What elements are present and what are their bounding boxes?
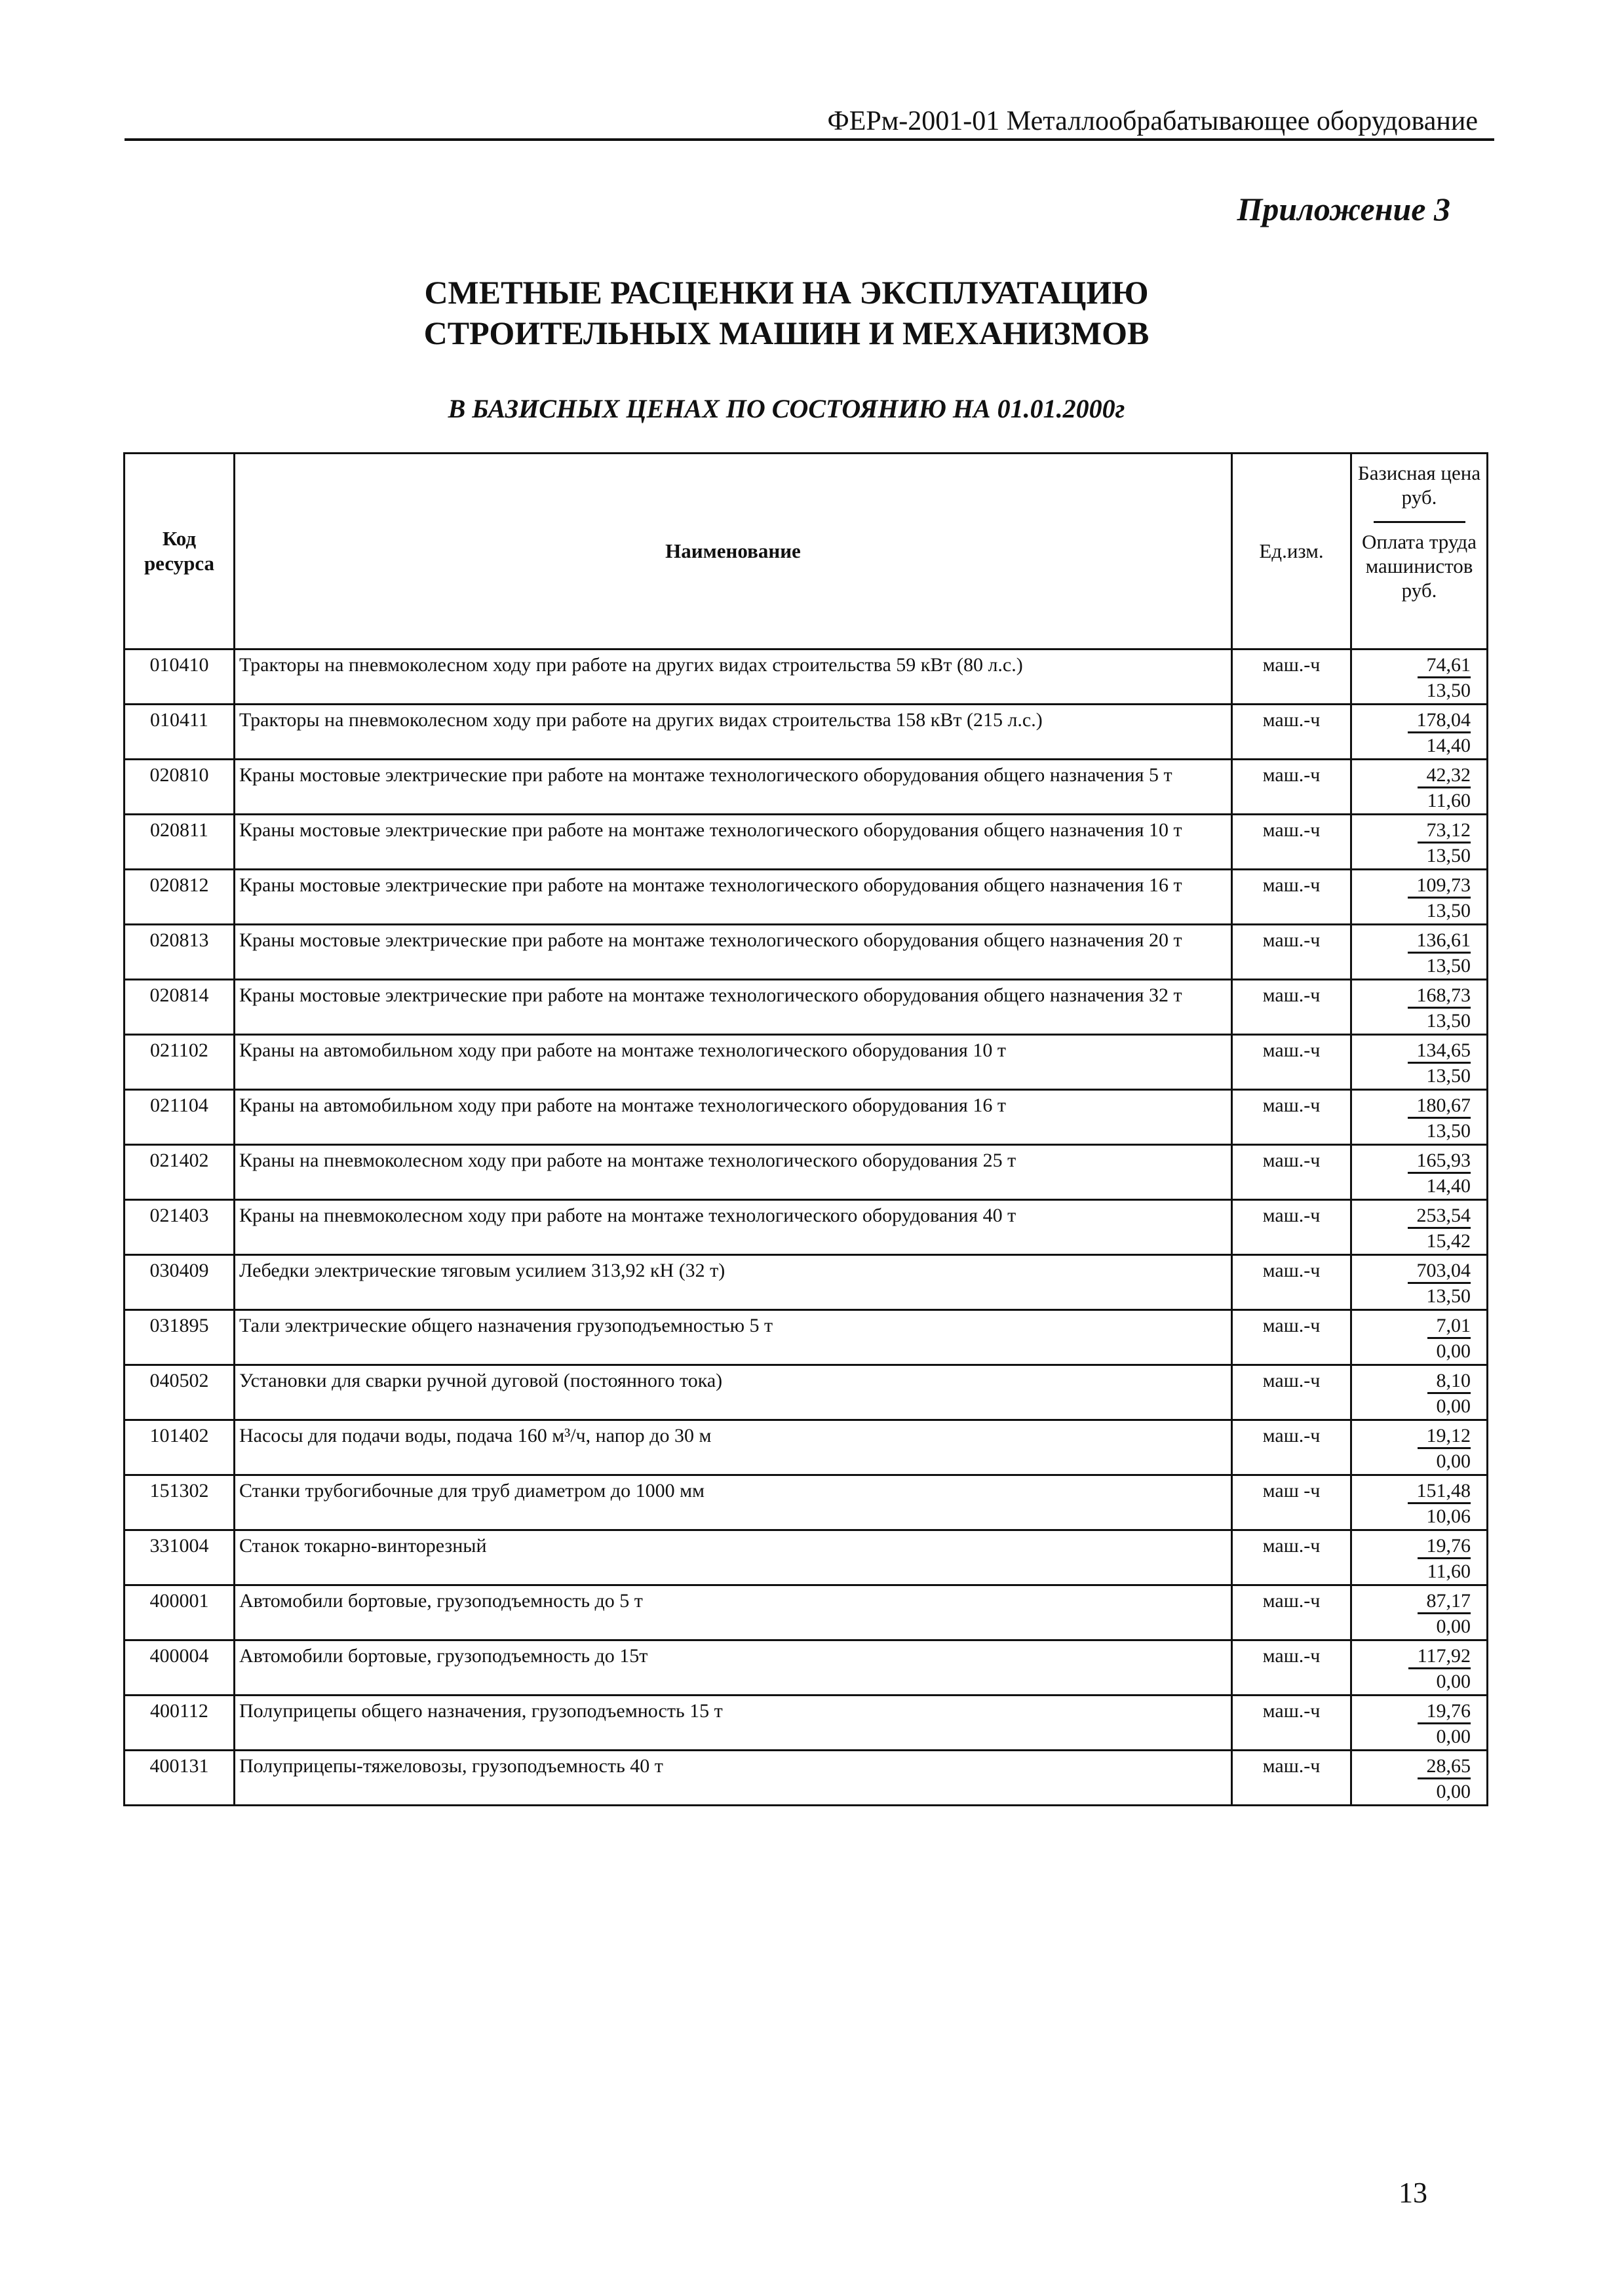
table-row bbox=[125, 705, 1488, 760]
appendix-label: Приложение 3 bbox=[1237, 191, 1450, 227]
cell-code: 400004 bbox=[125, 1640, 235, 1696]
cell-unit: маш.-ч bbox=[1232, 1200, 1351, 1255]
cell-unit: маш.-ч bbox=[1232, 1365, 1351, 1420]
cell-code: 010410 bbox=[125, 650, 235, 705]
cell-unit: маш.-ч bbox=[1232, 980, 1351, 1035]
cell-unit: маш.-ч bbox=[1232, 1310, 1351, 1365]
base-price-value: 19,12 bbox=[1418, 1425, 1471, 1449]
labor-cost-value: 13,50 bbox=[1426, 955, 1471, 977]
table-row bbox=[125, 1200, 1488, 1255]
cell-price bbox=[1351, 1420, 1488, 1475]
cell-name: Установки для сварки ручной дуговой (постоянного тока) bbox=[235, 1365, 1232, 1420]
cell-name: Краны мостовые электрические при работе на монтаже технологического оборудования общего назначения 32 т bbox=[235, 980, 1232, 1035]
cell-unit: маш.-ч bbox=[1232, 1090, 1351, 1145]
labor-cost-value: 0,00 bbox=[1436, 1616, 1471, 1637]
cell-name: Краны на автомобильном ходу при работе на монтаже технологического оборудования 10 т bbox=[235, 1035, 1232, 1090]
cell-price bbox=[1351, 1310, 1488, 1365]
cell-price bbox=[1351, 1090, 1488, 1145]
table-header-row bbox=[125, 454, 1488, 650]
cell-unit: маш.-ч bbox=[1232, 1035, 1351, 1090]
cell-price bbox=[1351, 705, 1488, 760]
header-base-price: Базисная цена руб. bbox=[1357, 461, 1481, 509]
cell-name: Краны на пневмоколесном ходу при работе на монтаже технологического оборудования 25 т bbox=[235, 1145, 1232, 1200]
table-row bbox=[125, 1365, 1488, 1420]
table-row bbox=[125, 925, 1488, 980]
title-line-2: СТРОИТЕЛЬНЫХ МАШИН И МЕХАНИЗМОВ bbox=[423, 315, 1150, 351]
cell-code: 020813 bbox=[125, 925, 235, 980]
labor-cost-value: 0,00 bbox=[1436, 1395, 1471, 1417]
table-row bbox=[125, 1035, 1488, 1090]
labor-cost-value: 0,00 bbox=[1436, 1450, 1471, 1472]
labor-cost-value: 15,42 bbox=[1426, 1230, 1471, 1252]
cell-price bbox=[1351, 1640, 1488, 1696]
cell-code: 020812 bbox=[125, 870, 235, 925]
labor-cost-value: 0,00 bbox=[1436, 1671, 1471, 1692]
cell-price bbox=[1351, 1696, 1488, 1751]
table-row bbox=[125, 1145, 1488, 1200]
table-row bbox=[125, 815, 1488, 870]
cell-code: 020810 bbox=[125, 760, 235, 815]
base-price-value: 87,17 bbox=[1418, 1590, 1471, 1614]
cell-unit: маш.-ч bbox=[1232, 870, 1351, 925]
table-row bbox=[125, 980, 1488, 1035]
header-price bbox=[1351, 454, 1488, 650]
cell-name: Краны мостовые электрические при работе на монтаже технологического оборудования общего назначения 10 т bbox=[235, 815, 1232, 870]
table-row bbox=[125, 1530, 1488, 1585]
table-row bbox=[125, 1090, 1488, 1145]
cell-name: Полуприцепы общего назначения, грузоподъемность 15 т bbox=[235, 1696, 1232, 1751]
base-price-value: 28,65 bbox=[1418, 1755, 1471, 1779]
base-price-value: 253,54 bbox=[1408, 1205, 1471, 1229]
labor-cost-value: 14,40 bbox=[1426, 735, 1471, 756]
cell-unit: маш.-ч bbox=[1232, 1751, 1351, 1806]
cell-price bbox=[1351, 1255, 1488, 1310]
cell-price bbox=[1351, 650, 1488, 705]
cell-code: 400001 bbox=[125, 1585, 235, 1640]
labor-cost-value: 11,60 bbox=[1427, 790, 1471, 811]
base-price-value: 180,67 bbox=[1408, 1095, 1471, 1119]
rates-table bbox=[123, 452, 1488, 1806]
cell-code: 021402 bbox=[125, 1145, 235, 1200]
cell-price bbox=[1351, 760, 1488, 815]
cell-name: Краны мостовые электрические при работе на монтаже технологического оборудования общего назначения 20 т bbox=[235, 925, 1232, 980]
table-row bbox=[125, 1420, 1488, 1475]
table-row bbox=[125, 1696, 1488, 1751]
cell-unit: маш.-ч bbox=[1232, 1530, 1351, 1585]
table-row bbox=[125, 870, 1488, 925]
labor-cost-value: 10,06 bbox=[1426, 1505, 1471, 1527]
cell-code: 021104 bbox=[125, 1090, 235, 1145]
cell-name: Автомобили бортовые, грузоподъемность до 15т bbox=[235, 1640, 1232, 1696]
cell-code: 020811 bbox=[125, 815, 235, 870]
base-price-value: 168,73 bbox=[1408, 984, 1471, 1009]
cell-price bbox=[1351, 1751, 1488, 1806]
header-name: Наименование bbox=[235, 454, 1232, 650]
cell-price bbox=[1351, 1475, 1488, 1530]
cell-code: 021102 bbox=[125, 1035, 235, 1090]
cell-code: 101402 bbox=[125, 1420, 235, 1475]
cell-name: Станки трубогибочные для труб диаметром до 1000 мм bbox=[235, 1475, 1232, 1530]
base-price-value: 165,93 bbox=[1408, 1150, 1471, 1174]
base-price-value: 136,61 bbox=[1408, 929, 1471, 954]
cell-unit: маш.-ч bbox=[1232, 650, 1351, 705]
base-price-value: 19,76 bbox=[1418, 1700, 1471, 1724]
page-subtitle: В БАЗИСНЫХ ЦЕНАХ ПО СОСТОЯНИЮ НА 01.01.2000г bbox=[448, 394, 1125, 423]
cell-name: Автомобили бортовые, грузоподъемность до 5 т bbox=[235, 1585, 1232, 1640]
base-price-value: 117,92 bbox=[1408, 1645, 1471, 1669]
labor-cost-value: 0,00 bbox=[1436, 1726, 1471, 1747]
cell-price bbox=[1351, 1530, 1488, 1585]
base-price-value: 178,04 bbox=[1408, 709, 1471, 733]
table-row bbox=[125, 650, 1488, 705]
cell-price bbox=[1351, 1200, 1488, 1255]
cell-unit: маш.-ч bbox=[1232, 1585, 1351, 1640]
cell-name: Краны на автомобильном ходу при работе на монтаже технологического оборудования 16 т bbox=[235, 1090, 1232, 1145]
header-divider bbox=[1374, 521, 1465, 523]
cell-price bbox=[1351, 1145, 1488, 1200]
cell-code: 021403 bbox=[125, 1200, 235, 1255]
table-row bbox=[125, 1310, 1488, 1365]
table-row bbox=[125, 1475, 1488, 1530]
running-head-text: ФЕРм-2001-01 Металлообрабатывающее оборудование bbox=[827, 106, 1478, 136]
labor-cost-value: 0,00 bbox=[1436, 1340, 1471, 1362]
cell-unit: маш -ч bbox=[1232, 1475, 1351, 1530]
labor-cost-value: 13,50 bbox=[1426, 1285, 1471, 1307]
cell-name: Насосы для подачи воды, подача 160 м³/ч, напор до 30 м bbox=[235, 1420, 1232, 1475]
cell-name: Краны мостовые электрические при работе на монтаже технологического оборудования общего назначения 5 т bbox=[235, 760, 1232, 815]
cell-code: 031895 bbox=[125, 1310, 235, 1365]
cell-unit: маш.-ч bbox=[1232, 1145, 1351, 1200]
cell-code: 331004 bbox=[125, 1530, 235, 1585]
base-price-value: 19,76 bbox=[1418, 1535, 1471, 1559]
cell-code: 400112 bbox=[125, 1696, 235, 1751]
cell-code: 010411 bbox=[125, 705, 235, 760]
page-title bbox=[125, 272, 1448, 353]
labor-cost-value: 11,60 bbox=[1427, 1561, 1471, 1582]
table-row bbox=[125, 1255, 1488, 1310]
base-price-value: 134,65 bbox=[1408, 1039, 1471, 1064]
cell-name: Полуприцепы-тяжеловозы, грузоподъемность 40 т bbox=[235, 1751, 1232, 1806]
header-unit: Ед.изм. bbox=[1232, 454, 1351, 650]
cell-unit: маш.-ч bbox=[1232, 705, 1351, 760]
table-row bbox=[125, 1585, 1488, 1640]
base-price-value: 74,61 bbox=[1418, 654, 1471, 678]
header-code: Код ресурса bbox=[125, 454, 235, 650]
labor-cost-value: 13,50 bbox=[1426, 1010, 1471, 1032]
cell-price bbox=[1351, 870, 1488, 925]
table-row bbox=[125, 1640, 1488, 1696]
cell-unit: маш.-ч bbox=[1232, 760, 1351, 815]
page-number: 13 bbox=[1399, 2177, 1427, 2209]
cell-price bbox=[1351, 815, 1488, 870]
labor-cost-value: 13,50 bbox=[1426, 680, 1471, 701]
base-price-value: 73,12 bbox=[1418, 819, 1471, 843]
cell-name: Краны на пневмоколесном ходу при работе на монтаже технологического оборудования 40 т bbox=[235, 1200, 1232, 1255]
cell-unit: маш.-ч bbox=[1232, 925, 1351, 980]
cell-name: Тракторы на пневмоколесном ходу при работе на других видах строительства 59 кВт (80 л.с.) bbox=[235, 650, 1232, 705]
base-price-value: 703,04 bbox=[1408, 1260, 1471, 1284]
labor-cost-value: 13,50 bbox=[1426, 900, 1471, 921]
table-row bbox=[125, 760, 1488, 815]
cell-code: 151302 bbox=[125, 1475, 235, 1530]
table-row bbox=[125, 1751, 1488, 1806]
cell-price bbox=[1351, 1365, 1488, 1420]
cell-unit: маш.-ч bbox=[1232, 1420, 1351, 1475]
cell-price bbox=[1351, 980, 1488, 1035]
cell-name: Тали электрические общего назначения грузоподъемностью 5 т bbox=[235, 1310, 1232, 1365]
cell-name: Станок токарно-винторезный bbox=[235, 1530, 1232, 1585]
labor-cost-value: 13,50 bbox=[1426, 845, 1471, 866]
labor-cost-value: 13,50 bbox=[1426, 1120, 1471, 1142]
base-price-value: 109,73 bbox=[1408, 874, 1471, 899]
cell-code: 400131 bbox=[125, 1751, 235, 1806]
cell-unit: маш.-ч bbox=[1232, 1696, 1351, 1751]
base-price-value: 7,01 bbox=[1427, 1315, 1471, 1339]
cell-unit: маш.-ч bbox=[1232, 1255, 1351, 1310]
labor-cost-value: 13,50 bbox=[1426, 1065, 1471, 1087]
header-labor-cost: Оплата труда машинистов руб. bbox=[1362, 530, 1477, 602]
cell-name: Лебедки электрические тяговым усилием 313,92 кН (32 т) bbox=[235, 1255, 1232, 1310]
cell-code: 020814 bbox=[125, 980, 235, 1035]
base-price-value: 42,32 bbox=[1418, 764, 1471, 788]
base-price-value: 8,10 bbox=[1427, 1370, 1471, 1394]
running-head bbox=[125, 102, 1494, 141]
cell-name: Краны мостовые электрические при работе на монтаже технологического оборудования общего назначения 16 т bbox=[235, 870, 1232, 925]
cell-price bbox=[1351, 1035, 1488, 1090]
cell-unit: маш.-ч bbox=[1232, 1640, 1351, 1696]
labor-cost-value: 0,00 bbox=[1436, 1781, 1471, 1802]
labor-cost-value: 14,40 bbox=[1426, 1175, 1471, 1197]
title-line-1: СМЕТНЫЕ РАСЦЕНКИ НА ЭКСПЛУАТАЦИЮ bbox=[424, 274, 1149, 311]
cell-code: 030409 bbox=[125, 1255, 235, 1310]
cell-price bbox=[1351, 1585, 1488, 1640]
cell-unit: маш.-ч bbox=[1232, 815, 1351, 870]
cell-code: 040502 bbox=[125, 1365, 235, 1420]
cell-name: Тракторы на пневмоколесном ходу при работе на других видах строительства 158 кВт (215 л.с.) bbox=[235, 705, 1232, 760]
cell-price bbox=[1351, 925, 1488, 980]
base-price-value: 151,48 bbox=[1408, 1480, 1471, 1504]
